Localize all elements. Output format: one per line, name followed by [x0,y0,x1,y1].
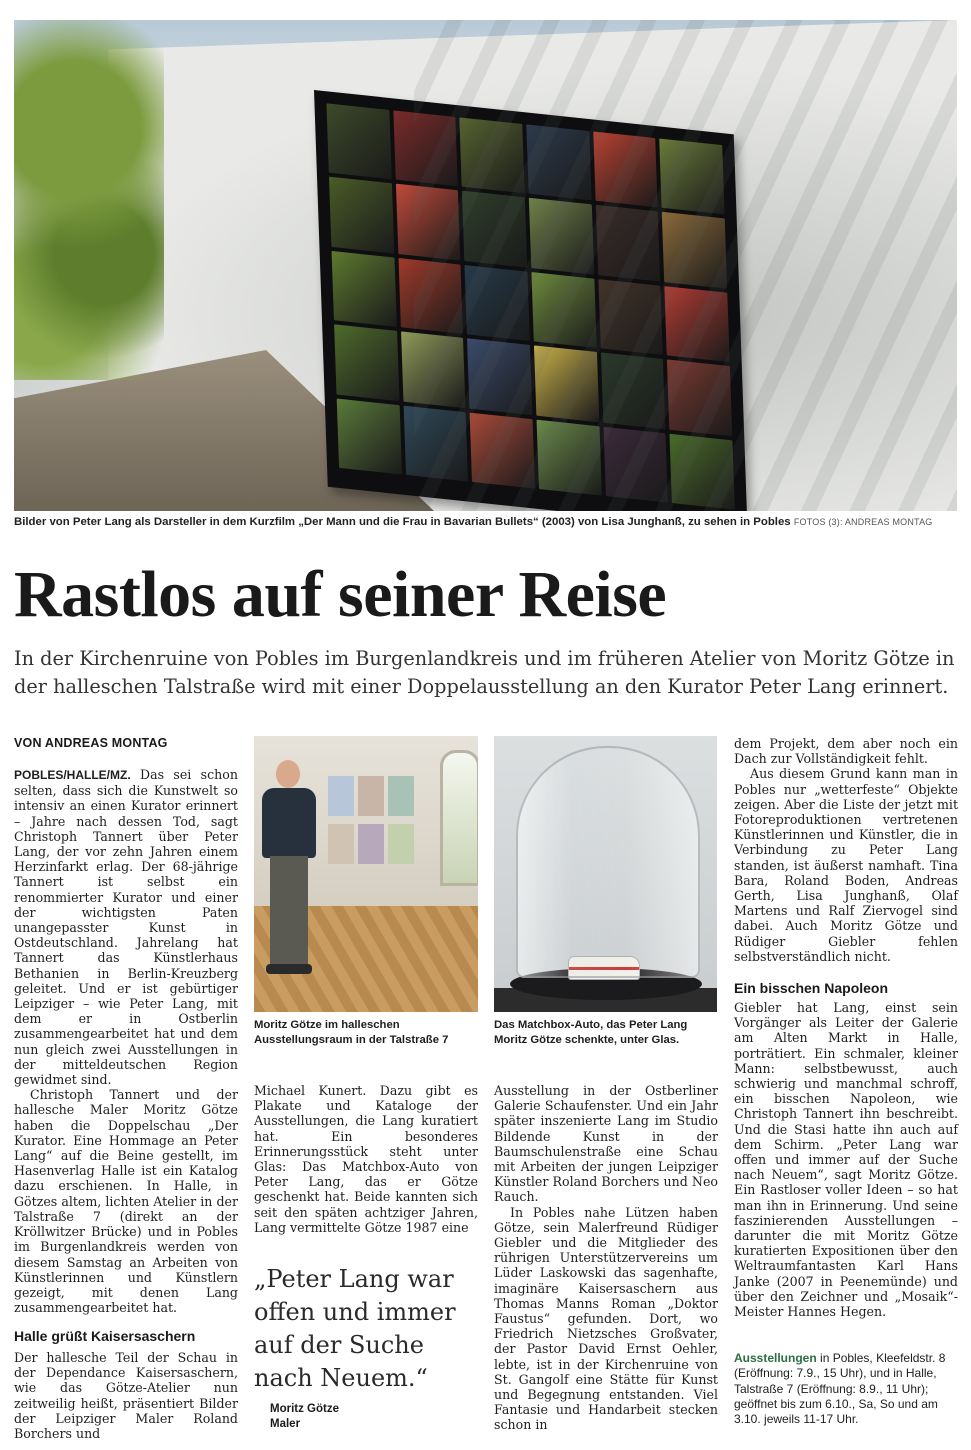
paragraph: Aus diesem Grund kann man in Pobles nur „wetterfeste“ Objekte zeigen. Aber die Liste der jetzt mit Fotoreproduktionen vertretenen Künstlerinnen und Künstler, die in Verbindung zu Peter Lang standen, ist äußerst namhaft. Tina Bara, Roland Boden, Andreas Gerth, Lisa Junghanß, Olaf Martens und Ralf Ziervogel sind dabei. Auch Moritz Götze und Rüdiger Giebler fehlen selbstverständlich nicht. [734,766,958,964]
person-shoes [266,964,312,974]
hero-caption [14,516,957,528]
paragraph [14,767,238,1087]
hero-photo [14,20,957,511]
person-figure [262,760,316,990]
paragraph: Ausstellung in der Ostberliner Galerie Schaufenster. Und ein Jahr später inszenierte Lang im Studio Bildende Kunst in der Baumschulenstraße eine Schau mit Arbeiten der jungen Leipziger Künstler Roland Borchers und Neo Rauch. [494,1083,718,1205]
artwork [388,824,414,864]
hero-leaf-shadows [414,20,957,511]
quote-author: Moritz Götze [270,1403,339,1415]
person-head [276,760,300,788]
column-3 [494,1083,718,1433]
byline: VON ANDREAS MONTAG [14,736,168,750]
hero-caption-text: Bilder von Peter Lang als Darsteller in dem Kurzfilm „Der Mann und die Frau in Bavarian Bullets“ (2003) von Lisa Junghanß, zu sehen in Pobles [14,516,791,528]
artwork [358,824,384,864]
exhibition-info [734,1351,958,1427]
column-4-cont [734,1000,958,1319]
hero-foliage [14,20,164,380]
paragraph-text: Das sei schon selten, dass sich die Kunstwelt so intensiv an einen Kurator erinnert – Jahre nach dessen Tod, sagt Christoph Tannert über Peter Lang, der vor zehn Jahren einem Herzinfarkt erlag. Der 68-jährige Tannert ist selbst ein renommierter Kurator und einer der wichtigsten Paten unangepasster Kunst in Ostdeutschland. Jahrelang hat Tannert das Künstlerhaus Bethanien in Berlin-Kreuzberg geleitet. Und er ist gebürtiger Leipziger – wie Peter Lang, mit dem er in Ostberlin zusammengearbeitet hat und dem nun gleich zwei Ausstellungen in der mitteldeutschen Region gewidmet sind. [14,767,238,1088]
column-2 [254,1083,478,1235]
info-label: Ausstellungen [734,1351,817,1365]
column-1-cont [14,1350,238,1441]
poster-tile [332,251,397,327]
poster-tile [329,177,394,253]
poster-tile [326,103,391,179]
person-shirt [262,788,316,858]
paragraph: Giebler hat Lang, einst sein Vorgänger als Leiter der Galerie am Alten Markt in Halle, porträtiert. Ein schmaler, kleiner Mann: selbstbewusst, auch schwierig und manchmal schroff, ein bisschen Napoleon, wie Christoph Tannert ihn beschreibt. Und die Stasi hatte ihn auch auf dem Schirm. „Peter Lang war offen und immer auf der Suche nach Neuem“, sagt Moritz Götze. Ein Rastloser voller Ideen – so hat man ihn in Erinnerung. Und seine faszinierenden Ausstellungen – darunter die mit Moritz Götze kuratierten Expositionen über den Weltraumfantasten Karl Hans Janke (2007 in Peenemünde) und über den Zeichner und „Mosaik“-Meister Hannes Hegen. [734,1000,958,1320]
photo-caption-goetze: Moritz Götze im halleschen Ausstellungsraum in der Talstraße 7 [254,1019,449,1046]
paragraph: dem Projekt, dem aber noch ein Dach zur Vollständigkeit fehlt. [734,736,958,767]
hero-photo-credit: FOTOS (3): ANDREAS MONTAG [793,517,933,527]
quote-role: Maler [270,1418,301,1430]
artwork [328,824,354,864]
deck: In der Kirchenruine von Pobles im Burgenlandkreis und im früheren Atelier von Moritz Götze in der halleschen Talstraße wird mit einer Doppelausstellung an den Kurator Peter Lang erinnert. [14,647,955,698]
poster-tile [337,398,402,474]
photo-window [440,750,478,886]
pull-quote: „Peter Lang war offen und immer auf der Suche nach Neuem.“ [254,1265,456,1392]
glass-dome [516,746,700,978]
column-1 [14,767,238,1315]
person-pants [270,856,308,966]
artwork [388,776,414,816]
photo-moritz-goetze [254,736,478,1012]
subhead-napoleon: Ein bisschen Napoleon [734,980,889,996]
subhead-halle: Halle grüßt Kaisersaschern [14,1328,196,1344]
paragraph: In Pobles nahe Lützen haben Götze, sein Malerfreund Rüdiger Giebler und die Mitglieder des rührigen Unterstützervereins um Lüder Laskowski das sagenhafte, imaginäre Kaisersaschern aus Thomas Manns Roman „Doktor Faustus“ gefunden. Dort, wo Friedrich Nietzsches Großvater, der Pastor David Ernst Oehler, lebte, ist in der Kirchenruine von St. Gangolf eine Stätte für Kunst und Begegnung entstanden. Viel Fantasie und Handarbeit stecken schon in [494,1204,718,1433]
poster-tile [334,324,399,400]
artwork [328,776,354,816]
column-4 [734,736,958,964]
dateline: POBLES/HALLE/MZ. [14,768,131,782]
info-text: in Pobles, Kleefeldstr. 8 (Eröffnung: 7.9., 15 Uhr), und in Halle, Talstraße 7 (Eröffnung: 8.9., 11 Uhr); geöffnet bis zum 6.10., Sa, So und am 3.10. jeweils 11-17 Uhr. [734,1351,946,1427]
pull-quote-attribution [270,1402,339,1432]
artwork [358,776,384,816]
photo-matchbox-car [494,736,717,1012]
paragraph: Der hallesche Teil der Schau in der Dependance Kaisersaschern, wie das Götze-Atelier nun zeitweilig heißt, präsentiert Bilder der Leipziger Maler Roland Borchers und [14,1350,238,1442]
paragraph: Christoph Tannert und der hallesche Maler Moritz Götze haben die Doppelschau „Der Kurator. Eine Hommage an Peter Lang“ auf die Beine gestellt, im Hasenverlag Halle ist ein Katalog dazu erschienen. In Halle, in Götzes altem, lichten Atelier in der Talstraße 7 (direkt an der Kröllwitzer Brücke) und in Pobles im Burgenlandkreis werden von diesem Samstag an Arbeiten von Künstlerinnen und Künstlern gezeigt, mit denen Lang zusammengearbeitet hat. [14,1087,238,1316]
headline: Rastlos auf seiner Reise [14,558,667,631]
photo-caption-matchbox: Das Matchbox-Auto, das Peter Lang Moritz Götze schenkte, unter Glas. [494,1019,688,1046]
paragraph: Michael Kunert. Dazu gibt es Plakate und Kataloge der Ausstellungen, die Lang kuratiert hat. Ein besonderes Erinnerungsstück steht unter Glas: Das Matchbox-Auto von Peter Lang, das er Götze geschenkt hat. Beide kannten sich seit den späten achtziger Jahren, Lang vermittelte Götze 1987 eine [254,1083,478,1235]
